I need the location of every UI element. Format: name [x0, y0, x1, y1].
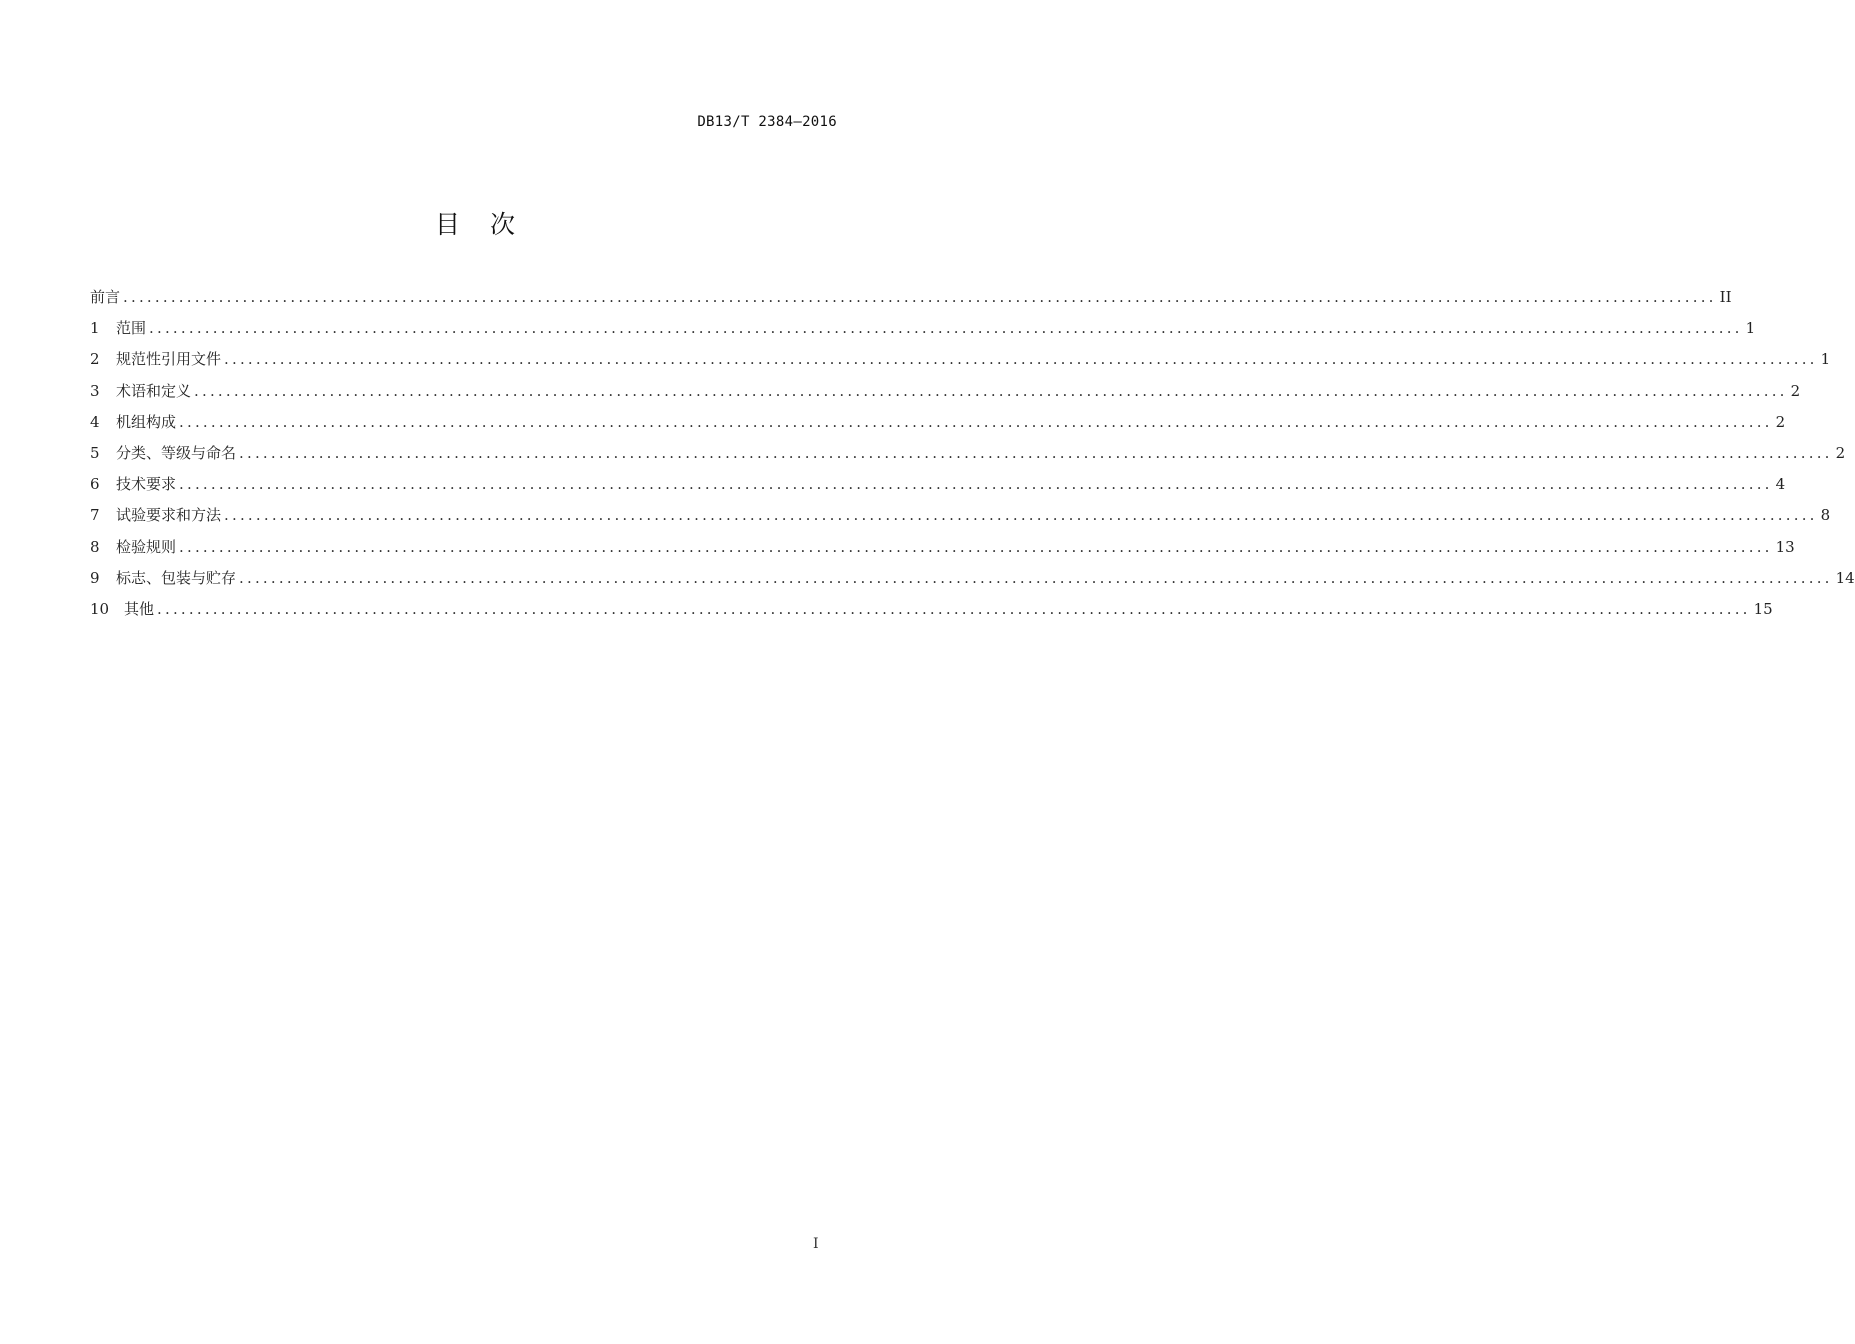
toc-entry-label: 前言: [90, 288, 121, 306]
toc-entry-label: 其他: [124, 599, 155, 618]
toc-entry-number: 4: [90, 412, 100, 431]
toc-entry-label: 试验要求和方法: [116, 506, 222, 525]
toc-entry-5[interactable]: [90, 442, 1846, 473]
dot-leader: ........................................................................................................................................................................................................: [194, 381, 1788, 400]
table-of-contents: [90, 286, 1855, 629]
toc-entry-page: 4: [1775, 475, 1786, 494]
dot-leader: ........................................................................................................................................................................................................: [157, 599, 1751, 618]
toc-entry-8[interactable]: [90, 536, 1795, 567]
toc-entry-page: 1: [1820, 350, 1831, 369]
toc-entry-label: 术语和定义: [116, 381, 192, 400]
toc-entry-page: 2: [1790, 381, 1801, 400]
toc-entry-number: 9: [90, 568, 100, 587]
dot-leader: ........................................................................................................................................................................................................: [224, 350, 1818, 369]
toc-entry-10[interactable]: [90, 598, 1773, 629]
toc-entry-7[interactable]: [90, 504, 1831, 535]
document-code: DB13/T 2384—2016: [697, 114, 837, 130]
toc-entry-number: 3: [90, 381, 100, 400]
toc-entry-2[interactable]: [90, 348, 1831, 379]
toc-entry-6[interactable]: [90, 473, 1786, 504]
toc-entry-page: 8: [1820, 506, 1831, 525]
toc-entry-label: 检验规则: [116, 537, 177, 556]
toc-entry-3[interactable]: [90, 380, 1801, 411]
toc-entry-1[interactable]: [90, 317, 1756, 348]
toc-entry-label: 机组构成: [116, 412, 177, 431]
toc-entry-number: 5: [90, 443, 100, 462]
toc-entry-foreword[interactable]: [90, 286, 1732, 317]
dot-leader: ........................................................................................................................................................................................................: [179, 412, 1773, 431]
toc-entry-label: 规范性引用文件: [116, 350, 222, 369]
toc-entry-number: 1: [90, 319, 100, 338]
toc-entry-page: 14: [1835, 568, 1855, 587]
toc-entry-page: 2: [1835, 443, 1846, 462]
toc-entry-number: 10: [90, 599, 110, 618]
toc-entry-label: 分类、等级与命名: [116, 443, 237, 462]
toc-entry-9[interactable]: [90, 567, 1855, 598]
toc-entry-page: II: [1719, 288, 1732, 306]
toc-entry-page: 15: [1753, 599, 1773, 618]
toc-entry-page: 2: [1775, 412, 1786, 431]
toc-entry-page: 1: [1745, 319, 1756, 338]
toc-entry-number: 8: [90, 537, 100, 556]
toc-entry-label: 技术要求: [116, 475, 177, 494]
page-title: 目次: [434, 210, 545, 239]
dot-leader: ........................................................................................................................................................................................................: [179, 537, 1773, 556]
dot-leader: ........................................................................................................................................................................................................: [224, 506, 1818, 525]
dot-leader: ........................................................................................................................................................................................................: [239, 443, 1833, 462]
toc-entry-number: 2: [90, 350, 100, 369]
toc-entry-page: 13: [1775, 537, 1795, 556]
toc-entry-label: 范围: [116, 319, 147, 338]
toc-entry-4[interactable]: [90, 411, 1786, 442]
dot-leader: ........................................................................................................................................................................................................: [239, 568, 1833, 587]
toc-entry-number: 7: [90, 506, 100, 525]
dot-leader: ........................................................................................................................................................................................................: [179, 475, 1773, 494]
toc-entry-number: 6: [90, 475, 100, 494]
dot-leader: ........................................................................................................................................................................................................: [149, 319, 1743, 338]
dot-leader: ........................................................................................................................................................................................................: [123, 288, 1717, 306]
page-number: I: [813, 1236, 819, 1252]
toc-entry-label: 标志、包装与贮存: [116, 568, 237, 587]
